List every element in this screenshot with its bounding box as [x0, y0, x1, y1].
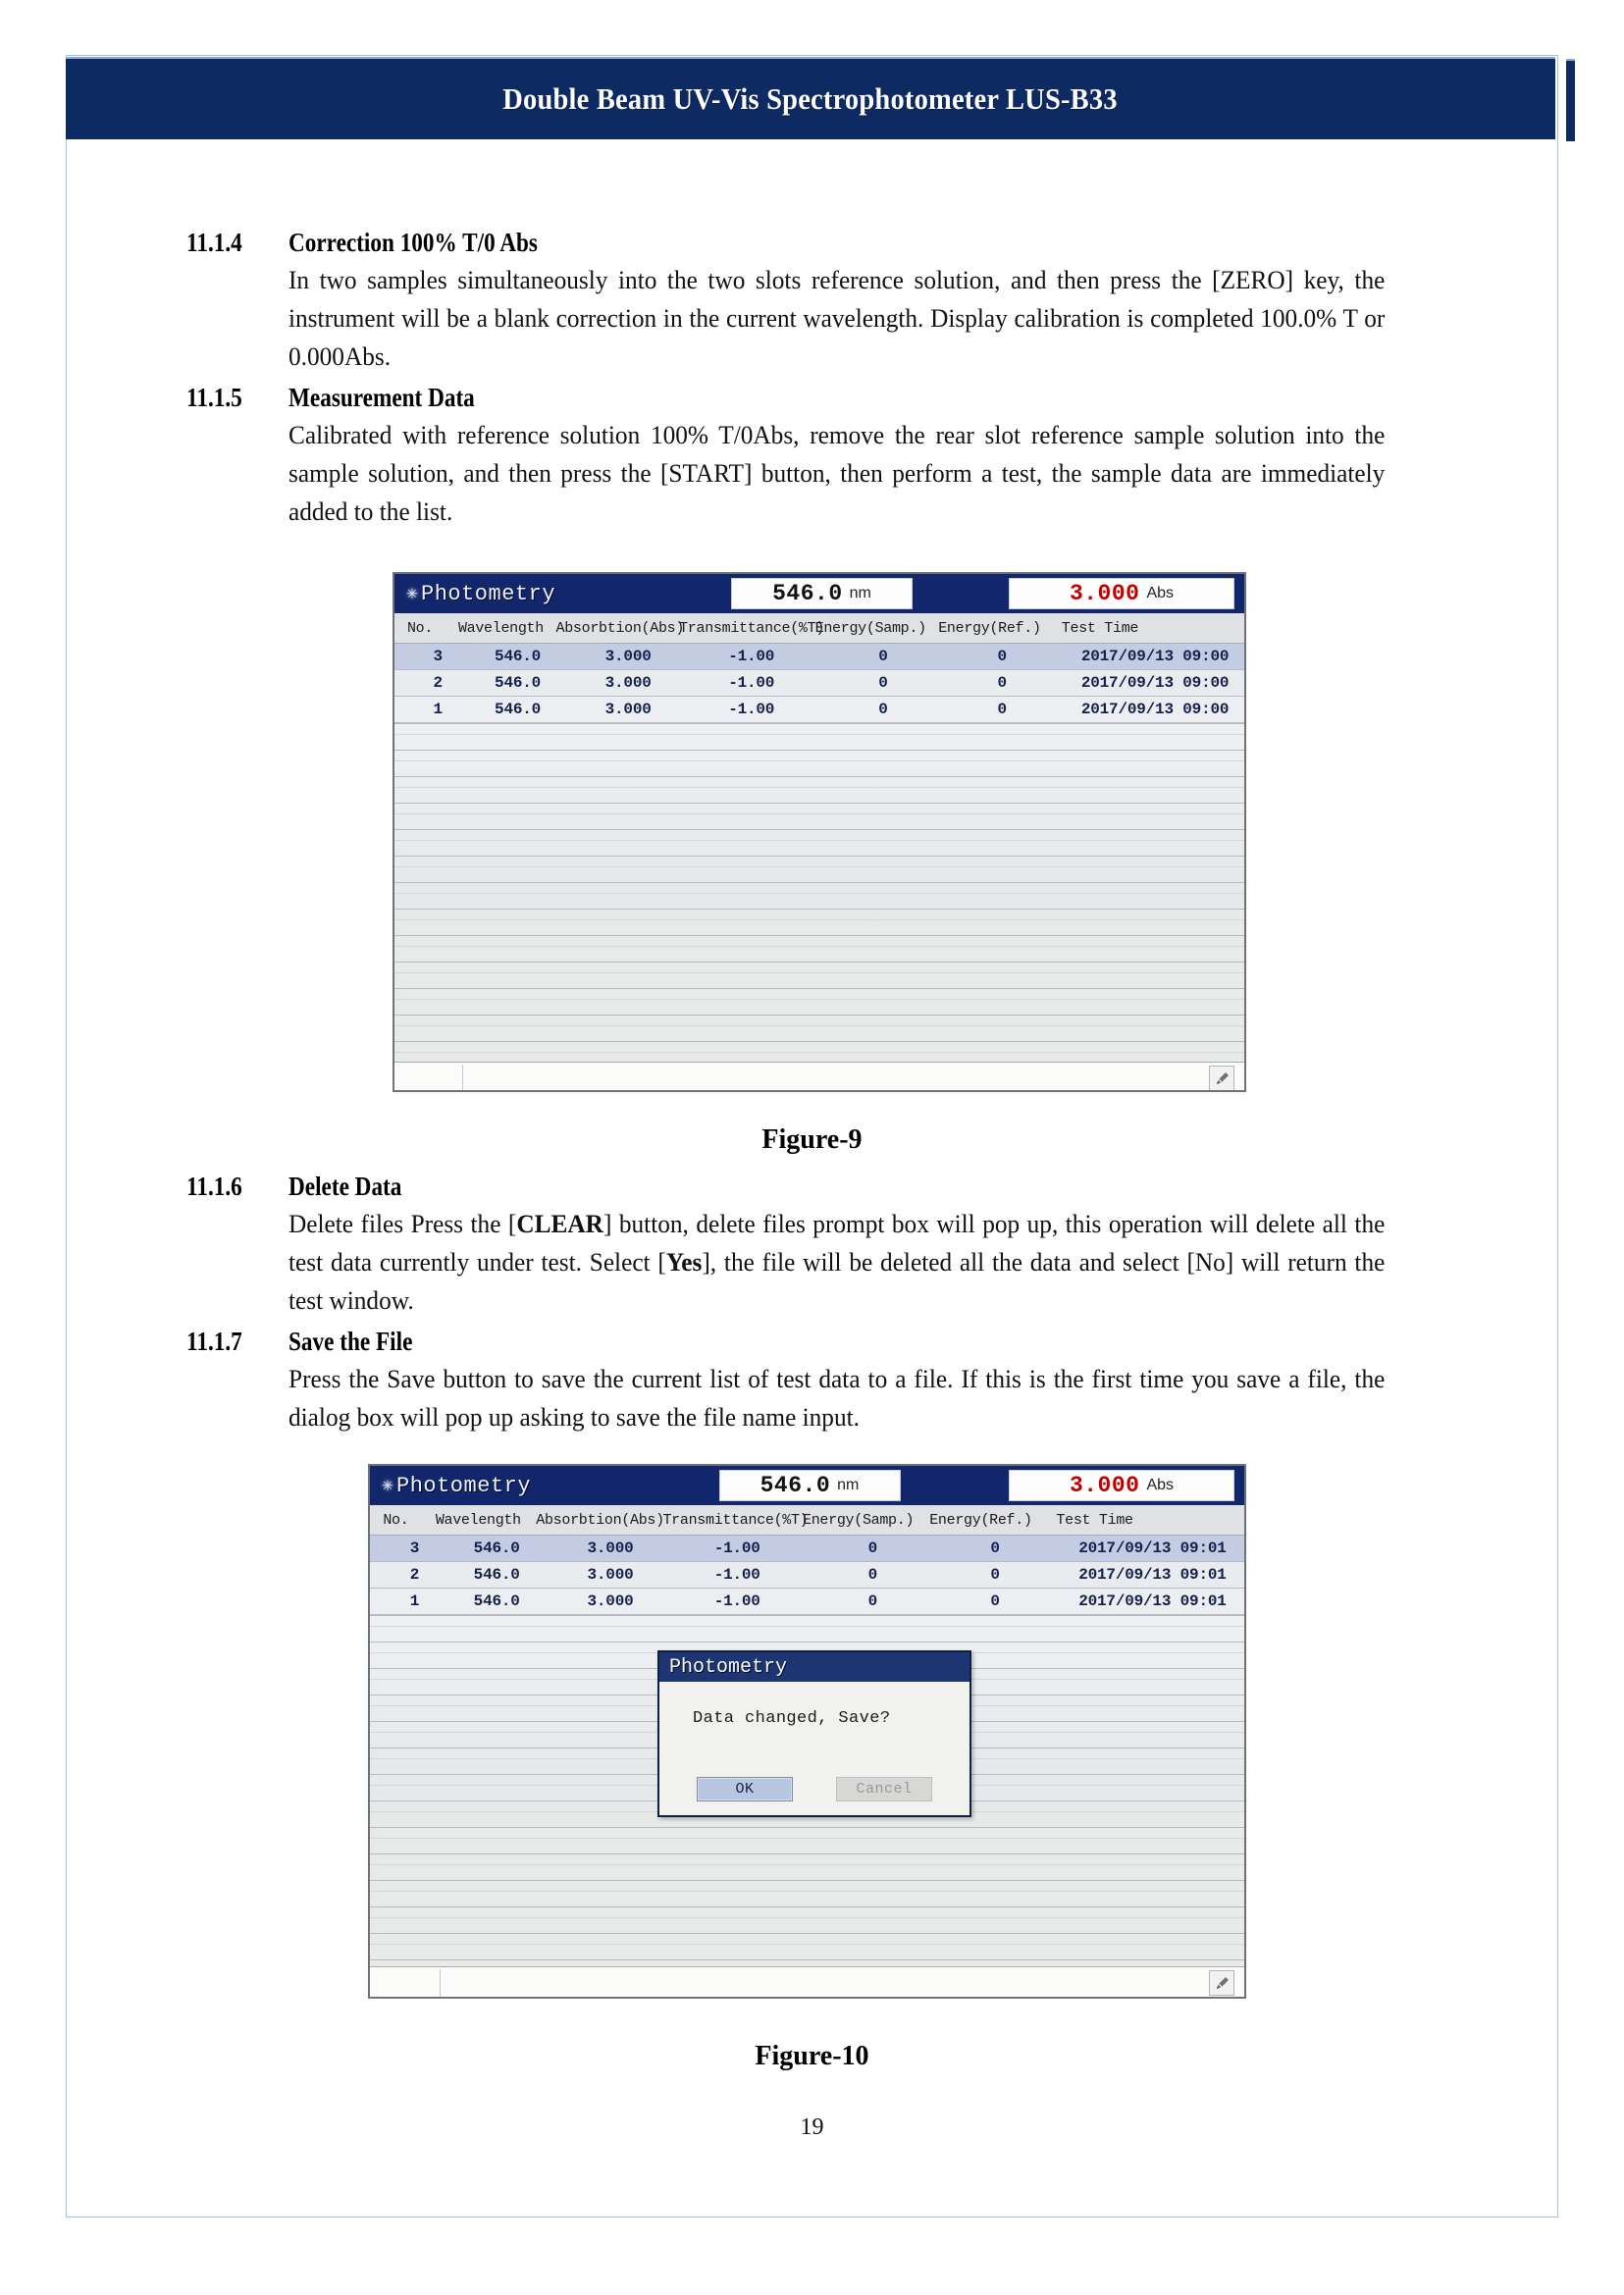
row-separator-line [394, 1015, 1244, 1016]
cell-wavelength: 546.0 [495, 648, 542, 665]
row-separator-line [394, 909, 1244, 910]
column-header-absorbtion: Absorbtion(Abs) [536, 1512, 664, 1529]
cancel-button[interactable]: Cancel [836, 1777, 932, 1801]
document-content [186, 224, 1442, 531]
cell-absorbtion: 3.000 [587, 1592, 634, 1610]
row-separator-line [370, 1642, 1244, 1643]
row-separator-line-faint [394, 919, 1244, 920]
section-body-11-1-4: In two samples simultaneously into the two slots reference solution, and then press the [ZERO] key, the instrument will be a blank correction in the current wavelength. Display calibration is completed 100.0% T or 0.000Abs. [288, 265, 1386, 371]
ok-button[interactable]: OK [697, 1777, 793, 1801]
cell-absorbtion: 3.000 [587, 1539, 634, 1557]
dialog-button-row [659, 1777, 969, 1801]
row-separator-line [394, 803, 1244, 804]
emphasised-term: Yes [665, 1247, 703, 1277]
pencil-icon[interactable] [1209, 1970, 1234, 1996]
row-separator-line-faint [370, 1626, 1244, 1627]
cell-energy-samp: 0 [878, 701, 888, 718]
wavelength-unit: nm [837, 1477, 860, 1493]
column-header-energy-ref: Energy(Ref.) [929, 1512, 1032, 1529]
photometry-star-icon: ✳ [406, 582, 418, 604]
cell-absorbtion: 3.000 [604, 674, 652, 692]
row-separator-line-faint [394, 946, 1244, 947]
cell-transmittance: -1.00 [713, 1592, 760, 1610]
row-separator-line [394, 856, 1244, 857]
row-separator-line [370, 1906, 1244, 1907]
section-heading-11-1-4 [186, 224, 1442, 261]
figure9-caption: Figure-9 [761, 1124, 863, 1155]
section-body-11-1-5: Calibrated with reference solution 100% T/0Abs, remove the rear slot reference sample solution into the sample solution, and then press the [START] button, then perform a test, the sample data are immediately added to the list. [288, 420, 1386, 526]
absorbance-unit: Abs [1146, 1477, 1175, 1493]
cell-test-time: 2017/09/13 09:00 [1080, 701, 1230, 718]
cell-energy-ref: 0 [997, 701, 1007, 718]
wavelength-readout [731, 578, 913, 609]
section-title: Save the File [288, 1327, 413, 1356]
row-separator-line-faint [394, 840, 1244, 841]
wavelength-unit: nm [849, 585, 871, 601]
figure10-caption: Figure-10 [755, 2041, 869, 2071]
row-separator-line-faint [370, 1917, 1244, 1918]
cell-energy-ref: 0 [997, 674, 1007, 692]
cell-energy-ref: 0 [990, 1566, 1000, 1584]
row-separator-line-faint [394, 813, 1244, 814]
row-separator-line-faint [394, 1025, 1244, 1026]
row-separator-line [394, 1041, 1244, 1042]
row-separator-line-faint [370, 1944, 1244, 1945]
cell-test-time: 2017/09/13 09:01 [1078, 1566, 1227, 1584]
row-separator-line-faint [394, 760, 1244, 761]
cell-energy-samp: 0 [867, 1592, 878, 1610]
row-separator-line-faint [394, 866, 1244, 867]
row-separator-line-faint [394, 999, 1244, 1000]
section-body-11-1-7: Press the Save button to save the current list of test data to a file. If this is the first time you save a file, the dialog box will pop up asking to save the file name input. [288, 1364, 1386, 1432]
save-confirmation-dialog [657, 1650, 971, 1817]
column-header-transmittance: Transmittance(%T) [662, 1512, 809, 1529]
section-title: Delete Data [288, 1172, 402, 1201]
device-status-bar [370, 1966, 1244, 1999]
row-separator-line-faint [394, 1052, 1244, 1053]
section-number: 11.1.7 [186, 1327, 242, 1356]
row-separator-line-faint [394, 787, 1244, 788]
cell-transmittance: -1.00 [728, 674, 775, 692]
section-number: 11.1.6 [186, 1172, 242, 1201]
cell-energy-ref: 0 [997, 648, 1007, 665]
row-separator-line-faint [394, 972, 1244, 973]
row-separator-line-faint [370, 1891, 1244, 1892]
table-row[interactable] [370, 1589, 1244, 1615]
cell-test-time: 2017/09/13 09:01 [1078, 1539, 1227, 1557]
device-titlebar [370, 1466, 1244, 1505]
wavelength-value: 546.0 [772, 581, 843, 606]
row-separator-line [370, 1959, 1244, 1960]
column-header-wavelength: Wavelength [435, 1512, 521, 1529]
photometry-star-icon: ✳ [382, 1474, 393, 1496]
row-separator-line [370, 1880, 1244, 1881]
absorbance-unit: Abs [1146, 585, 1175, 601]
cell-energy-samp: 0 [878, 648, 888, 665]
cell-test-time: 2017/09/13 09:00 [1080, 648, 1230, 665]
body-text-run: ] button, delete files prompt box will pop up, this operation will delete all the test data currently under test. Select [ [288, 1209, 1386, 1277]
table-row[interactable] [370, 1536, 1244, 1562]
absorbance-readout [1009, 1470, 1234, 1501]
cell-no: 2 [409, 1566, 420, 1584]
row-separator-line [394, 723, 1244, 724]
cell-absorbtion: 3.000 [604, 701, 652, 718]
column-header-energy-samp: Energy(Samp.) [814, 620, 926, 637]
row-separator-line-faint [394, 734, 1244, 735]
cell-energy-samp: 0 [878, 674, 888, 692]
cell-test-time: 2017/09/13 09:01 [1078, 1592, 1227, 1610]
row-separator-line [370, 1853, 1244, 1854]
empty-rows-area[interactable] [394, 723, 1244, 1092]
cell-energy-ref: 0 [990, 1592, 1000, 1610]
column-header-wavelength: Wavelength [457, 620, 544, 637]
section-number: 11.1.4 [186, 228, 242, 257]
cell-wavelength: 546.0 [473, 1592, 520, 1610]
cell-transmittance: -1.00 [713, 1566, 760, 1584]
section-heading-11-1-6 [186, 1168, 1442, 1205]
device-app-title: Photometry [396, 1473, 532, 1498]
row-separator-line-faint [370, 1838, 1244, 1839]
cell-no: 1 [409, 1592, 420, 1610]
dialog-title: Photometry [659, 1652, 969, 1682]
cell-test-time: 2017/09/13 09:00 [1080, 674, 1230, 692]
document-header-banner [66, 57, 1555, 139]
column-header-test-time: Test Time [1056, 1512, 1133, 1529]
row-separator-line [370, 1933, 1244, 1934]
figure9-device-screenshot [393, 572, 1246, 1092]
cell-energy-ref: 0 [990, 1539, 1000, 1557]
cell-absorbtion: 3.000 [604, 648, 652, 665]
absorbance-readout [1009, 578, 1234, 609]
row-separator-line [394, 962, 1244, 963]
document-content-lower [186, 1168, 1442, 1436]
cell-transmittance: -1.00 [713, 1539, 760, 1557]
column-header-no: No. [406, 620, 434, 637]
column-header-energy-ref: Energy(Ref.) [938, 620, 1041, 637]
absorbance-value: 3.000 [1069, 581, 1140, 606]
figure10-device-screenshot [368, 1464, 1246, 1999]
emphasised-term: CLEAR [516, 1209, 603, 1238]
section-number: 11.1.5 [186, 383, 242, 412]
device-app-title: Photometry [421, 581, 556, 606]
section-heading-11-1-5 [186, 379, 1442, 416]
device-status-bar [394, 1062, 1244, 1092]
row-separator-line-faint [394, 893, 1244, 894]
column-header-no: No. [383, 1512, 409, 1529]
cell-transmittance: -1.00 [728, 701, 775, 718]
row-separator-line [370, 1615, 1244, 1616]
cell-wavelength: 546.0 [495, 674, 542, 692]
cell-transmittance: -1.00 [728, 648, 775, 665]
table-row[interactable] [394, 670, 1244, 697]
section-title: Measurement Data [288, 383, 475, 412]
body-text-run: ], the file will be deleted all the data and select [No] will return the test window. [288, 1247, 1386, 1315]
cell-no: 3 [409, 1539, 420, 1557]
data-table-column-headers [394, 613, 1244, 644]
cell-absorbtion: 3.000 [587, 1566, 634, 1584]
cell-wavelength: 546.0 [473, 1539, 520, 1557]
wavelength-value: 546.0 [760, 1473, 831, 1498]
cell-energy-samp: 0 [867, 1539, 878, 1557]
section-title: Correction 100% T/0 Abs [288, 228, 538, 257]
cell-no: 1 [433, 701, 443, 718]
cell-no: 2 [433, 674, 443, 692]
section-body-11-1-6 [288, 1205, 1385, 1320]
document-title: Double Beam UV-Vis Spectrophotometer LUS-B33 [502, 81, 1119, 116]
row-separator-line-faint [370, 1864, 1244, 1865]
column-header-transmittance: Transmittance(%T) [679, 620, 825, 637]
column-header-energy-samp: Energy(Samp.) [803, 1512, 915, 1529]
row-separator-line [394, 988, 1244, 989]
body-text-run: Delete files Press the [ [288, 1209, 517, 1238]
row-separator-line [394, 882, 1244, 883]
status-bar-divider [440, 1969, 441, 1998]
table-row[interactable] [394, 697, 1244, 723]
table-row[interactable] [394, 644, 1244, 670]
cell-no: 3 [433, 648, 443, 665]
row-separator-line [394, 935, 1244, 936]
pencil-icon[interactable] [1209, 1066, 1234, 1091]
column-header-test-time: Test Time [1061, 620, 1139, 637]
section-heading-11-1-7 [186, 1323, 1442, 1360]
cell-wavelength: 546.0 [473, 1566, 520, 1584]
empty-rows-area[interactable] [370, 1615, 1244, 1999]
cell-wavelength: 546.0 [495, 701, 542, 718]
row-separator-line [394, 776, 1244, 777]
status-bar-divider [462, 1065, 463, 1092]
dialog-message: Data changed, Save? [693, 1709, 891, 1728]
row-separator-line [394, 829, 1244, 830]
wavelength-readout [719, 1470, 901, 1501]
device-titlebar [394, 574, 1244, 613]
table-row[interactable] [370, 1562, 1244, 1589]
row-separator-line [370, 1827, 1244, 1828]
column-header-absorbtion: Absorbtion(Abs) [555, 620, 685, 637]
row-separator-line [394, 750, 1244, 751]
page-number: 19 [800, 2114, 824, 2140]
data-table-column-headers [370, 1505, 1244, 1536]
cell-energy-samp: 0 [867, 1566, 878, 1584]
absorbance-value: 3.000 [1069, 1473, 1140, 1498]
